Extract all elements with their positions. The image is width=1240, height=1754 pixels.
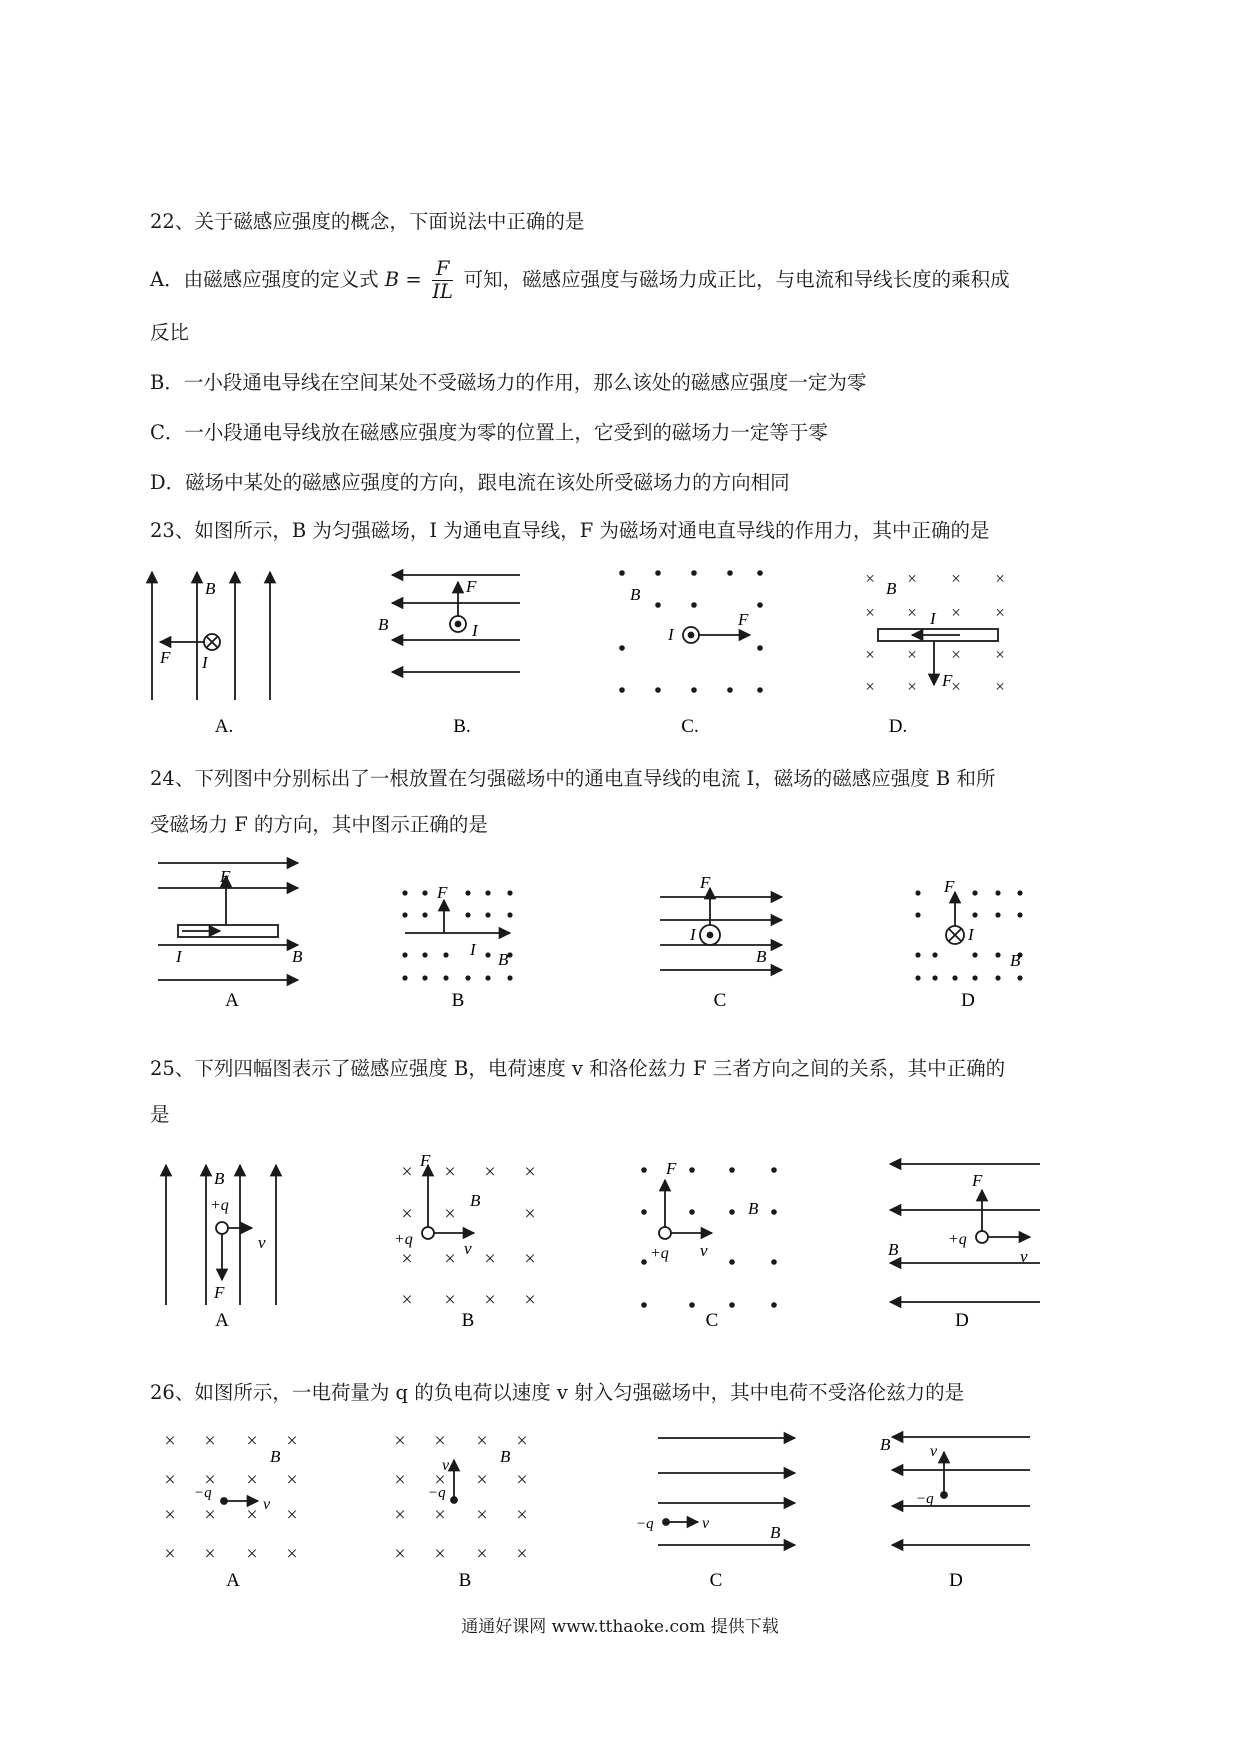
- svg-text:×: ×: [524, 1161, 536, 1183]
- q22-stem: 22、关于磁感应强度的概念，下面说法中正确的是: [150, 210, 585, 233]
- svg-text:×: ×: [204, 1430, 216, 1452]
- label-i: I: [690, 925, 696, 944]
- label-minus-q: −q: [636, 1516, 654, 1532]
- label-f: F: [972, 1171, 983, 1190]
- svg-text:×: ×: [204, 1469, 216, 1491]
- label-minus-q: −q: [428, 1485, 446, 1501]
- q24-figure-b: [402, 890, 512, 980]
- svg-text:×: ×: [865, 645, 875, 664]
- label-b: B: [500, 1447, 511, 1466]
- svg-text:×: ×: [907, 645, 917, 664]
- label-plus-q: +q: [650, 1245, 669, 1262]
- svg-text:×: ×: [286, 1430, 298, 1452]
- svg-text:×: ×: [516, 1430, 528, 1452]
- svg-text:×: ×: [286, 1469, 298, 1491]
- label-v: v: [930, 1443, 938, 1460]
- svg-text:×: ×: [401, 1289, 413, 1311]
- q23-caption-d: D.: [888, 716, 908, 737]
- q23-figure-c: [619, 570, 763, 693]
- label-v: v: [263, 1496, 271, 1513]
- svg-text:×: ×: [516, 1469, 528, 1491]
- svg-text:×: ×: [865, 569, 875, 588]
- label-f: F: [466, 577, 477, 596]
- svg-text:×: ×: [394, 1504, 406, 1526]
- charge: [663, 1519, 669, 1525]
- svg-text:×: ×: [434, 1504, 446, 1526]
- svg-text:×: ×: [524, 1203, 536, 1225]
- label-plus-q: +q: [394, 1231, 413, 1248]
- label-f: F: [942, 671, 953, 690]
- q25-caption-b: B: [461, 1310, 475, 1331]
- svg-text:×: ×: [204, 1504, 216, 1526]
- svg-text:×: ×: [516, 1504, 528, 1526]
- formula-numerator: F: [432, 258, 454, 281]
- charge: [216, 1222, 228, 1234]
- formula-lhs: B =: [384, 268, 422, 291]
- svg-text:×: ×: [444, 1289, 456, 1311]
- svg-text:×: ×: [995, 677, 1005, 696]
- q22-option-a-continued: 反比: [150, 321, 190, 344]
- label-v: v: [700, 1241, 708, 1260]
- svg-text:×: ×: [246, 1469, 258, 1491]
- label-f: F: [437, 883, 448, 902]
- svg-text:×: ×: [434, 1543, 446, 1565]
- label-v: v: [442, 1457, 450, 1474]
- label-i: I: [472, 621, 478, 640]
- svg-text:×: ×: [444, 1248, 456, 1270]
- q26-caption-a: A: [226, 1570, 240, 1591]
- label-f: F: [160, 648, 171, 667]
- q25-caption-c: C: [705, 1310, 719, 1331]
- page-footer: 通通好课网 www.tthaoke.com 提供下载: [461, 1617, 779, 1637]
- q25-stem-line1: 25、下列四幅图表示了磁感应强度 B，电荷速度 v 和洛伦兹力 F 三者方向之间的关系，其中正确的: [150, 1057, 1006, 1080]
- label-f: F: [700, 873, 711, 892]
- svg-text:×: ×: [907, 677, 917, 696]
- svg-text:×: ×: [907, 569, 917, 588]
- label-b: B: [886, 579, 897, 598]
- charge: [941, 1492, 947, 1498]
- q25-caption-a: A: [215, 1310, 229, 1331]
- label-minus-q: −q: [916, 1491, 934, 1507]
- label-b: B: [1010, 951, 1021, 970]
- svg-text:×: ×: [204, 1543, 216, 1565]
- q23-figure-b: [392, 575, 520, 672]
- q25-caption-d: D: [955, 1310, 969, 1331]
- svg-text:×: ×: [164, 1504, 176, 1526]
- q24-stem-line2: 受磁场力 F 的方向，其中图示正确的是: [150, 813, 488, 836]
- svg-text:×: ×: [401, 1161, 413, 1183]
- q24-caption-b: B: [451, 990, 465, 1011]
- svg-text:×: ×: [865, 677, 875, 696]
- label-b: B: [630, 585, 641, 604]
- label-b: B: [378, 615, 389, 634]
- svg-text:×: ×: [951, 677, 961, 696]
- q24-stem-line1: 24、下列图中分别标出了一根放置在匀强磁场中的通电直导线的电流 I，磁场的磁感应强度 B 和所: [150, 767, 996, 790]
- charge: [659, 1227, 671, 1239]
- svg-text:×: ×: [444, 1203, 456, 1225]
- q22-option-a-suffix: 可知，磁感应强度与磁场力成正比，与电流和导线长度的乘积成: [463, 268, 1010, 291]
- svg-text:×: ×: [401, 1248, 413, 1270]
- svg-text:×: ×: [484, 1289, 496, 1311]
- svg-text:×: ×: [246, 1504, 258, 1526]
- label-b: B: [498, 950, 509, 969]
- label-b: B: [205, 579, 216, 598]
- svg-text:×: ×: [476, 1504, 488, 1526]
- label-b: B: [214, 1169, 225, 1188]
- label-i: I: [668, 625, 674, 644]
- label-b: B: [880, 1435, 891, 1454]
- label-b: B: [470, 1191, 481, 1210]
- q24-caption-a: A: [225, 990, 239, 1011]
- label-f: F: [944, 877, 955, 896]
- svg-text:×: ×: [164, 1469, 176, 1491]
- svg-text:×: ×: [865, 603, 875, 622]
- svg-text:×: ×: [434, 1469, 446, 1491]
- svg-text:×: ×: [286, 1543, 298, 1565]
- q26-stem: 26、如图所示，一电荷量为 q 的负电荷以速度 v 射入匀强磁场中，其中电荷不受洛伦兹力的是: [150, 1381, 965, 1404]
- q22-option-a-prefix: A．由磁感应强度的定义式: [150, 268, 379, 291]
- svg-text:×: ×: [484, 1248, 496, 1270]
- label-i: I: [176, 947, 182, 966]
- svg-text:×: ×: [524, 1248, 536, 1270]
- svg-text:×: ×: [516, 1543, 528, 1565]
- q23-caption-c: C.: [681, 716, 699, 737]
- svg-text:×: ×: [476, 1543, 488, 1565]
- q24-caption-c: C: [713, 990, 727, 1011]
- svg-text:×: ×: [995, 603, 1005, 622]
- svg-text:×: ×: [951, 603, 961, 622]
- label-b: B: [270, 1447, 281, 1466]
- q25-figure-b: [401, 1161, 535, 1311]
- label-v: v: [702, 1515, 710, 1532]
- label-b: B: [292, 947, 303, 966]
- svg-text:×: ×: [394, 1543, 406, 1565]
- charge: [422, 1227, 434, 1239]
- q22-option-d: D．磁场中某处的磁感应强度的方向，跟电流在该处所受磁场力的方向相同: [150, 471, 790, 494]
- label-plus-q: +q: [948, 1231, 967, 1248]
- label-b: B: [888, 1240, 899, 1259]
- q26-caption-c: C: [709, 1570, 723, 1591]
- label-f: F: [214, 1283, 225, 1302]
- charge: [976, 1231, 988, 1243]
- label-i: I: [968, 925, 974, 944]
- svg-text:×: ×: [951, 569, 961, 588]
- svg-text:×: ×: [164, 1430, 176, 1452]
- charge: [451, 1497, 457, 1503]
- svg-text:×: ×: [401, 1203, 413, 1225]
- label-f: F: [420, 1151, 431, 1170]
- svg-text:×: ×: [995, 645, 1005, 664]
- svg-text:×: ×: [246, 1430, 258, 1452]
- label-plus-q: +q: [210, 1197, 229, 1214]
- label-v: v: [464, 1239, 472, 1258]
- svg-text:×: ×: [246, 1543, 258, 1565]
- svg-text:×: ×: [524, 1289, 536, 1311]
- label-v: v: [1020, 1247, 1028, 1266]
- q26-caption-b: B: [458, 1570, 472, 1591]
- charge: [221, 1498, 227, 1504]
- svg-text:×: ×: [907, 603, 917, 622]
- formula-denominator: IL: [432, 280, 453, 303]
- label-b: B: [770, 1523, 781, 1542]
- label-f: F: [666, 1159, 677, 1178]
- label-b: B: [748, 1199, 759, 1218]
- q22-option-b: B．一小段通电导线在空间某处不受磁场力的作用，那么该处的磁感应强度一定为零: [150, 371, 867, 394]
- q23-caption-a: A.: [214, 716, 234, 737]
- label-b: B: [756, 947, 767, 966]
- svg-text:×: ×: [434, 1430, 446, 1452]
- q22-option-c: C．一小段通电导线放在磁感应强度为零的位置上，它受到的磁场力一定等于零: [150, 421, 828, 444]
- q24-caption-d: D: [961, 990, 975, 1011]
- svg-text:×: ×: [476, 1430, 488, 1452]
- svg-text:×: ×: [444, 1161, 456, 1183]
- svg-text:×: ×: [951, 645, 961, 664]
- svg-text:×: ×: [286, 1504, 298, 1526]
- svg-text:×: ×: [476, 1469, 488, 1491]
- q23-caption-b: B.: [453, 716, 471, 737]
- label-i: I: [470, 940, 476, 959]
- svg-text:×: ×: [484, 1161, 496, 1183]
- label-v: v: [258, 1233, 266, 1252]
- q25-stem-line2: 是: [150, 1103, 170, 1126]
- label-f: F: [220, 867, 231, 886]
- label-i: I: [202, 653, 208, 672]
- label-i: I: [930, 609, 936, 628]
- svg-text:×: ×: [394, 1469, 406, 1491]
- label-minus-q: −q: [194, 1485, 212, 1501]
- svg-text:×: ×: [394, 1430, 406, 1452]
- q26-figure-d: [892, 1437, 1030, 1545]
- svg-text:×: ×: [995, 569, 1005, 588]
- q26-caption-d: D: [949, 1570, 963, 1591]
- label-f: F: [738, 610, 749, 629]
- q23-stem: 23、如图所示，B 为匀强磁场，I 为通电直导线，F 为磁场对通电直导线的作用力，其中正确的是: [150, 519, 990, 542]
- svg-text:×: ×: [164, 1543, 176, 1565]
